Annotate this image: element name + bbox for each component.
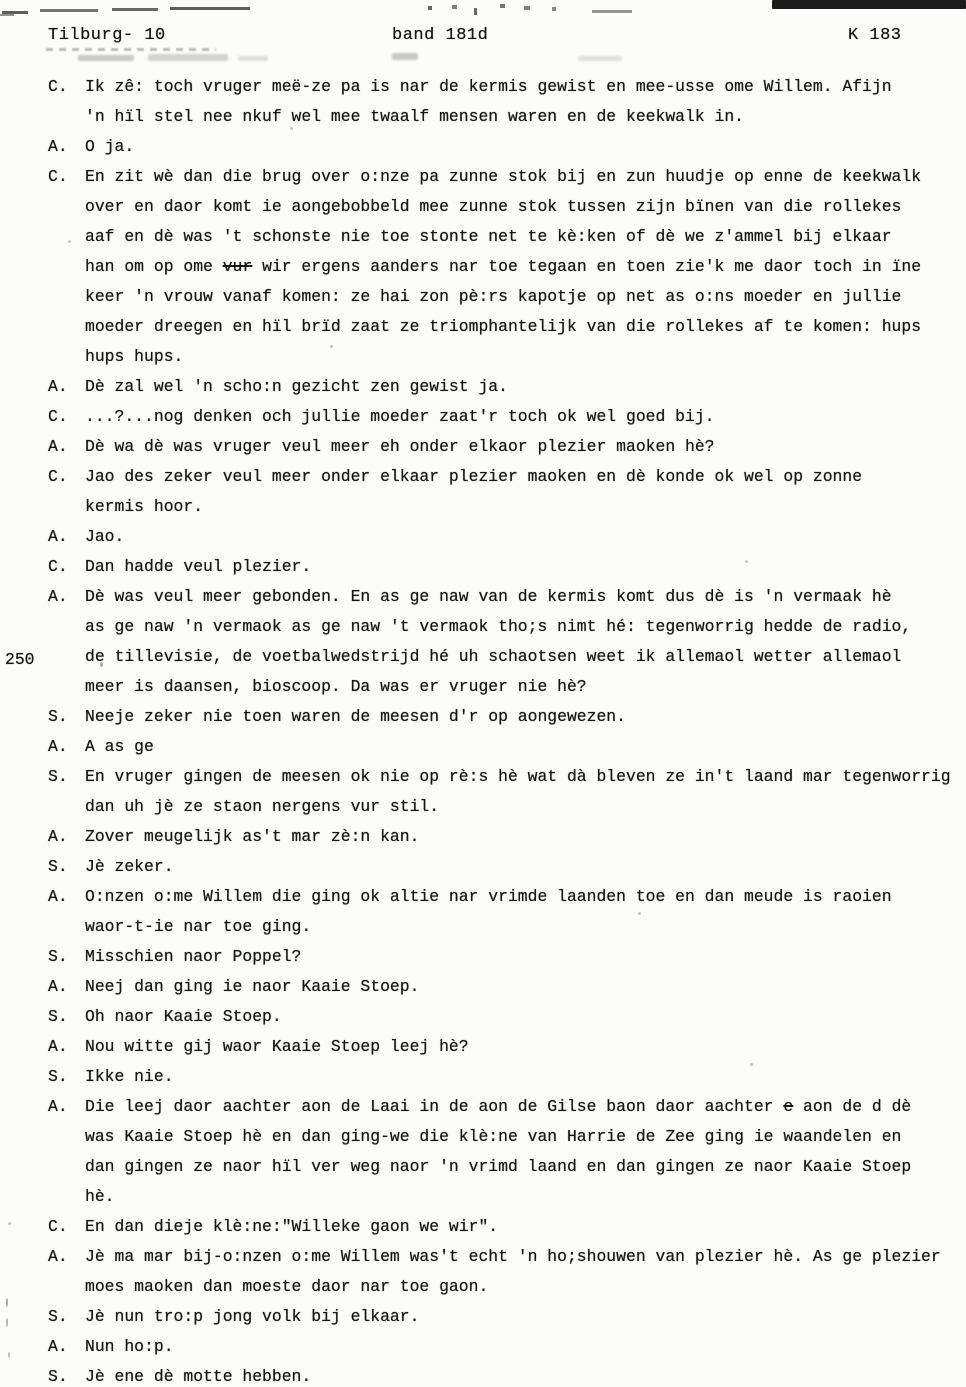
scan-speck bbox=[6, 1318, 8, 1327]
speaker-label: C. bbox=[48, 557, 68, 576]
scan-artifact-dash bbox=[40, 9, 98, 12]
scan-speck bbox=[100, 662, 103, 667]
transcript bbox=[48, 72, 966, 1387]
dialogue-turn bbox=[48, 72, 966, 132]
dialogue-turn bbox=[48, 732, 966, 762]
speaker-label: A. bbox=[48, 527, 68, 546]
speaker-label: S. bbox=[48, 1307, 68, 1326]
dialogue-line: Dan hadde veul plezier. bbox=[85, 557, 312, 576]
dialogue-turn bbox=[48, 462, 966, 522]
line-number-marker: 250 bbox=[5, 650, 35, 669]
dialogue-line: hè. bbox=[85, 1187, 115, 1206]
speaker-label: A. bbox=[48, 1337, 68, 1356]
dialogue-line: kermis hoor. bbox=[85, 497, 204, 516]
dialogue-turn bbox=[48, 552, 966, 582]
scan-speck bbox=[745, 560, 748, 563]
dialogue-line: Misschien naor Poppel? bbox=[85, 947, 302, 966]
dialogue-turn bbox=[48, 522, 966, 552]
dialogue-turn bbox=[48, 1032, 966, 1062]
scan-speck bbox=[638, 912, 641, 915]
dialogue-line: 'n hïl stel nee nkuf wel mee twaalf mensen waren en de keekwalk in. bbox=[85, 107, 745, 126]
dialogue-line: was Kaaie Stoep hè en dan ging-we die klè:ne van Harrie de Zee ging ie waandelen en bbox=[85, 1127, 902, 1146]
dialogue-turn bbox=[48, 432, 966, 462]
scan-speck bbox=[330, 345, 333, 348]
struck-text: e bbox=[783, 1097, 794, 1116]
dialogue-line: meer is daansen, bioscoop. Da was er vruger nie hè? bbox=[85, 677, 587, 696]
dialogue-turn bbox=[48, 882, 966, 942]
dialogue-line: A as ge bbox=[85, 737, 154, 756]
dialogue-line: Dè was veul meer gebonden. En as ge naw van de kermis komt dus dè is 'n vermaak hè bbox=[85, 587, 892, 606]
dialogue-turn bbox=[48, 1092, 966, 1212]
dialogue-turn bbox=[48, 132, 966, 162]
scan-artifact-dot bbox=[452, 5, 457, 9]
dialogue-line: Jè zeker. bbox=[85, 857, 174, 876]
speaker-label: A. bbox=[48, 587, 68, 606]
dialogue-line: dan uh jè ze staon nergens vur stil. bbox=[85, 797, 440, 816]
speaker-label: A. bbox=[48, 737, 68, 756]
scan-smudge bbox=[78, 55, 134, 61]
dialogue-line: Jè ma mar bij-o:nzen o:me Willem was't echt 'n ho;shouwen van plezier hè. As ge plezier bbox=[85, 1247, 941, 1266]
dialogue-line: aaf en dè was 't schonste nie toe stonte net te kè:ken of dè we z'ammel bij elkaar bbox=[85, 227, 892, 246]
speaker-label: C. bbox=[48, 467, 68, 486]
speaker-label: S. bbox=[48, 707, 68, 726]
scan-speck bbox=[8, 1222, 11, 1225]
dialogue-line: Dè zal wel 'n scho:n gezicht zen gewist ja. bbox=[85, 377, 508, 396]
scan-artifact-bar bbox=[772, 0, 966, 9]
speaker-label: S. bbox=[48, 1367, 68, 1386]
dialogue-line: ...?...nog denken och jullie moeder zaat'r toch ok wel goed bij. bbox=[85, 407, 715, 426]
dialogue-line: over en daor komt ie aongebobbeld mee zunne stok tussen zijn bïnen van die rollekes bbox=[85, 197, 902, 216]
dialogue-turn bbox=[48, 1302, 966, 1332]
speaker-label: C. bbox=[48, 407, 68, 426]
scan-artifact-dot bbox=[474, 8, 477, 15]
dialogue-turn bbox=[48, 972, 966, 1002]
dialogue-turn bbox=[48, 582, 966, 702]
dialogue-line: waor-t-ie nar toe ging. bbox=[85, 917, 312, 936]
speaker-label: A. bbox=[48, 1247, 68, 1266]
dialogue-turn bbox=[48, 1362, 966, 1387]
speaker-label: S. bbox=[48, 857, 68, 876]
speaker-label: A. bbox=[48, 887, 68, 906]
speaker-label: A. bbox=[48, 377, 68, 396]
scan-smudge bbox=[578, 56, 622, 61]
dialogue-line: han om op ome vur wir ergens aanders nar toe tegaan en toen zie'k me daor toch in ïne bbox=[85, 257, 922, 276]
scan-artifact-dash bbox=[592, 10, 632, 13]
speaker-label: S. bbox=[48, 1007, 68, 1026]
scan-speck bbox=[68, 240, 71, 243]
dialogue-line: En vruger gingen de meesen ok nie op rè:s hè wat dà bleven ze in't laand mar tegenworrig bbox=[85, 767, 951, 786]
dialogue-line: Nou witte gij waor Kaaie Stoep leej hè? bbox=[85, 1037, 469, 1056]
dialogue-turn bbox=[48, 762, 966, 822]
dialogue-turn bbox=[48, 402, 966, 432]
scan-artifact-dot bbox=[428, 6, 432, 10]
dialogue-line: Jao des zeker veul meer onder elkaar plezier maoken en dè konde ok wel op zonne bbox=[85, 467, 863, 486]
dialogue-line: Die leej daor aachter aon de Laai in de aon de Gilse baon daor aachter e aon de d dè bbox=[85, 1097, 912, 1116]
dialogue-line: Jè nun tro:p jong volk bij elkaar. bbox=[85, 1307, 420, 1326]
dialogue-line: Neeje zeker nie toen waren de meesen d'r op aongewezen. bbox=[85, 707, 626, 726]
dialogue-turn bbox=[48, 372, 966, 402]
dialogue-line: Ikke nie. bbox=[85, 1067, 174, 1086]
dialogue-line: Oh naor Kaaie Stoep. bbox=[85, 1007, 282, 1026]
dialogue-line: Jè ene dè motte hebben. bbox=[85, 1367, 312, 1386]
scan-smudge-underline bbox=[46, 48, 216, 51]
scan-smudge bbox=[238, 56, 268, 61]
speaker-label: C. bbox=[48, 77, 68, 96]
dialogue-line: Zover meugelijk as't mar zè:n kan. bbox=[85, 827, 420, 846]
dialogue-line: Dè wa dè was vruger veul meer eh onder elkaor plezier maoken hè? bbox=[85, 437, 715, 456]
speaker-label: A. bbox=[48, 1097, 68, 1116]
speaker-label: C. bbox=[48, 1217, 68, 1236]
dialogue-turn bbox=[48, 1332, 966, 1362]
band-label: band 181d bbox=[392, 26, 489, 45]
dialogue-line: hups hups. bbox=[85, 347, 184, 366]
dialogue-turn bbox=[48, 162, 966, 372]
speaker-label: A. bbox=[48, 437, 68, 456]
dialogue-turn bbox=[48, 822, 966, 852]
dialogue-line: En dan dieje klè:ne:"Willeke gaon we wir". bbox=[85, 1217, 499, 1236]
dialogue-turn bbox=[48, 942, 966, 972]
scan-smudge bbox=[148, 54, 228, 61]
scan-speck bbox=[8, 1352, 10, 1358]
struck-text: vur bbox=[222, 257, 253, 276]
speaker-label: C. bbox=[48, 167, 68, 186]
speaker-label: A. bbox=[48, 827, 68, 846]
scan-artifact-dot bbox=[500, 4, 505, 8]
dialogue-line: Ik zê: toch vruger meë-ze pa is nar de kermis gewist en mee-usse ome Willem. Afijn bbox=[85, 77, 892, 96]
dialogue-line: moes maoken dan moeste daor nar toe gaon. bbox=[85, 1277, 489, 1296]
scan-artifact-dash bbox=[0, 14, 14, 16]
speaker-label: S. bbox=[48, 767, 68, 786]
dialogue-turn bbox=[48, 702, 966, 732]
dialogue-line: dan gingen ze naor hïl ver weg naor 'n vrimd laand en dan gingen ze naor Kaaie Stoep bbox=[85, 1157, 912, 1176]
scan-speck bbox=[6, 1298, 8, 1307]
dialogue-line: Nun ho:p. bbox=[85, 1337, 174, 1356]
scan-artifact-dash bbox=[170, 7, 250, 10]
dialogue-turn bbox=[48, 852, 966, 882]
dialogue-line: Neej dan ging ie naor Kaaie Stoep. bbox=[85, 977, 420, 996]
document-title: Tilburg- 10 bbox=[48, 26, 166, 45]
dialogue-line: de tillevisie, de voetbalwedstrijd hé uh schaotsen weet ik allemaol wetter allemaol bbox=[85, 647, 902, 666]
dialogue-turn bbox=[48, 1002, 966, 1032]
speaker-label: A. bbox=[48, 137, 68, 156]
scan-artifact-dot bbox=[524, 6, 530, 10]
dialogue-line: En zit wè dan die brug over o:nze pa zunne stok bij en zun huudje op enne de keekwalk bbox=[85, 167, 922, 186]
dialogue-line: O ja. bbox=[85, 137, 135, 156]
dialogue-line: as ge naw 'n vermaok as ge naw 't vermaok tho;s nimt hé: tegenworrig hedde de radio, bbox=[85, 617, 912, 636]
dialogue-turn bbox=[48, 1242, 966, 1302]
dialogue-turn bbox=[48, 1062, 966, 1092]
speaker-label: A. bbox=[48, 1037, 68, 1056]
dialogue-line: O:nzen o:me Willem die ging ok altie nar vrimde laanden toe en dan meude is raoien bbox=[85, 887, 892, 906]
dialogue-line: moeder dreegen en hïl brïd zaat ze triomphantelijk van die rollekes af te komen: hups bbox=[85, 317, 922, 336]
scan-speck bbox=[750, 1063, 753, 1066]
dialogue-turn bbox=[48, 1212, 966, 1242]
scan-smudge bbox=[392, 53, 418, 60]
scan-artifact-dot bbox=[552, 7, 556, 11]
dialogue-line: keer 'n vrouw vanaf komen: ze hai zon pè:rs kapotje op net as o:ns moeder en jullie bbox=[85, 287, 902, 306]
scan-artifact-dash bbox=[112, 8, 158, 11]
scan-speck bbox=[290, 127, 293, 130]
speaker-label: S. bbox=[48, 1067, 68, 1086]
speaker-label: A. bbox=[48, 977, 68, 996]
page-code: K 183 bbox=[848, 26, 902, 45]
speaker-label: S. bbox=[48, 947, 68, 966]
dialogue-line: Jao. bbox=[85, 527, 125, 546]
